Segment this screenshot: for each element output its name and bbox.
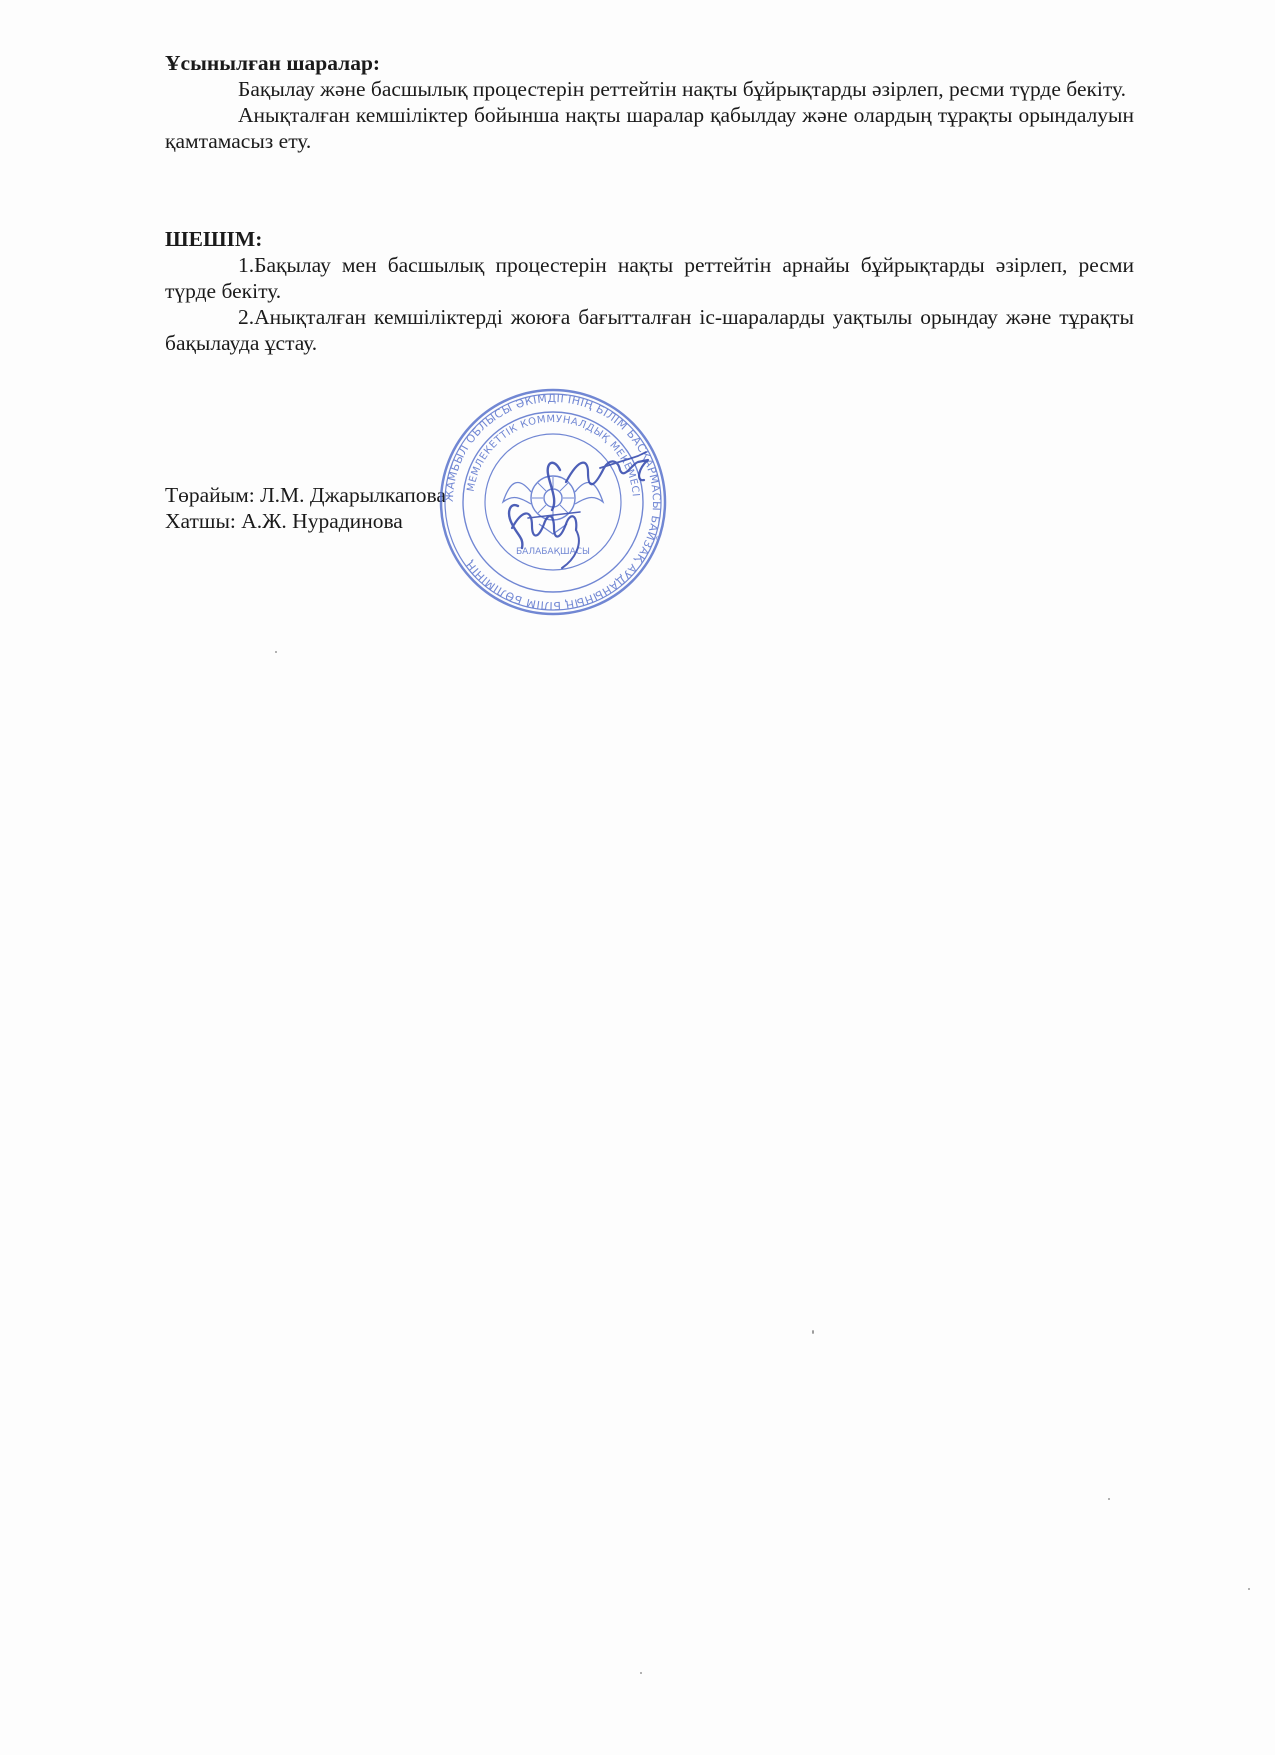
scan-speck	[812, 1330, 814, 1334]
proposals-section	[165, 50, 1134, 154]
scan-speck	[1108, 1498, 1110, 1500]
decision-item: 1.Бақылау мен басшылық процестерін нақты реттейтін арнайы бұйрықтарды әзірлеп, ресми түрде бекіту.	[165, 253, 1134, 303]
proposal-item: Бақылау және басшылық процестерін реттейтін нақты бұйрықтарды әзірлеп, ресми түрде бекіту.	[238, 77, 1126, 101]
secretary-line: Хатшы: А.Ж. Нурадинова	[165, 509, 403, 533]
chair-line: Төрайым: Л.М. Джарылкапова	[165, 483, 446, 507]
scan-speck	[1248, 1588, 1250, 1590]
scan-speck	[275, 651, 277, 653]
seal-center-text: БАЛАБАҚШАСЫ	[516, 547, 590, 557]
proposals-heading: Ұсынылған шаралар:	[165, 51, 381, 75]
decision-section	[165, 226, 1134, 356]
decision-heading: ШЕШІМ:	[165, 227, 263, 251]
decision-item: 2.Анықталған кемшіліктерді жоюға бағытталған іс-шараларды уақтылы орындау және тұрақты бақылауда ұстау.	[165, 305, 1134, 355]
handwritten-signatures	[488, 448, 728, 578]
seal-outer-text: ЖАМБЫЛ ОБЛЫСЫ ӘКІМДІГІНІҢ БІЛІМ БАСҚАРМАСЫ БАЙЗАҚ АУДАНЫНЫҢ БІЛІМ БӨЛІМІНІҢ	[442, 391, 664, 613]
proposal-item: Анықталған кемшіліктер бойынша нақты шаралар қабылдау және олардың тұрақты орындалуын қамтамасыз ету.	[165, 103, 1134, 153]
seal-inner-text: МЕМЛЕКЕТТІК КОММУНАЛДЫҚ МЕКЕМЕСІ	[465, 413, 641, 498]
scan-speck	[640, 1672, 642, 1674]
